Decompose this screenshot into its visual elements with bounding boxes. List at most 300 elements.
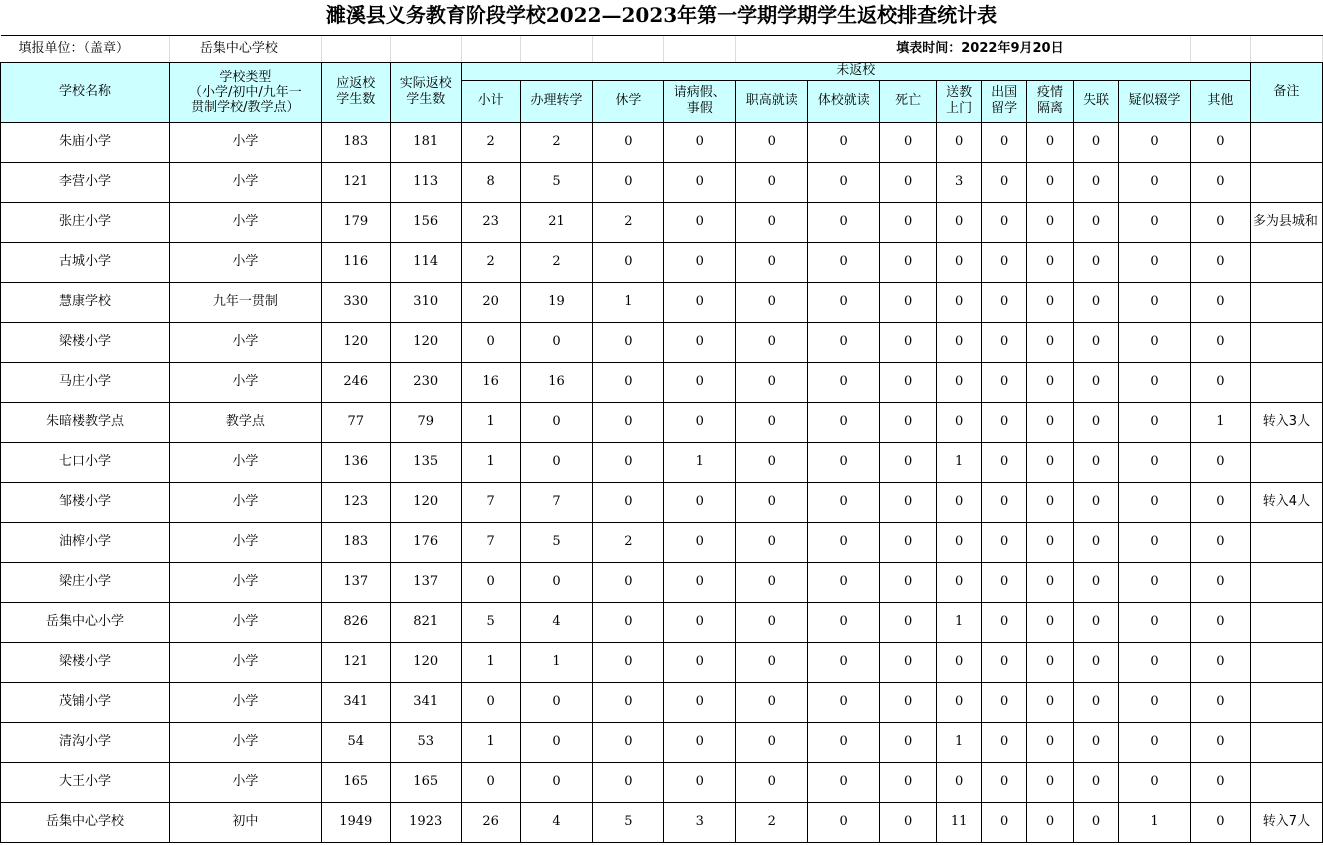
value-cell[interactable]: 0 — [1190, 482, 1250, 522]
value-cell[interactable]: 2 — [593, 202, 664, 242]
school-type-cell[interactable]: 小学 — [169, 442, 321, 482]
value-cell[interactable]: 0 — [808, 522, 880, 562]
value-cell[interactable]: 0 — [664, 682, 736, 722]
value-cell[interactable]: 0 — [1027, 602, 1074, 642]
value-cell[interactable]: 0 — [1190, 442, 1250, 482]
value-cell[interactable]: 0 — [736, 642, 808, 682]
value-cell[interactable]: 0 — [1074, 762, 1119, 802]
value-cell[interactable]: 0 — [808, 802, 880, 842]
value-cell[interactable]: 0 — [808, 362, 880, 402]
value-cell[interactable]: 0 — [664, 762, 736, 802]
school-type-cell[interactable]: 小学 — [169, 562, 321, 602]
school-type-cell[interactable]: 小学 — [169, 122, 321, 162]
value-cell[interactable]: 0 — [1074, 162, 1119, 202]
value-cell[interactable]: 0 — [1119, 282, 1191, 322]
note-cell[interactable] — [1250, 642, 1322, 682]
school-name-cell[interactable]: 七口小学 — [1, 442, 170, 482]
note-cell[interactable] — [1250, 522, 1322, 562]
value-cell[interactable]: 1 — [664, 442, 736, 482]
value-cell[interactable]: 0 — [1074, 122, 1119, 162]
value-cell[interactable]: 0 — [664, 482, 736, 522]
value-cell[interactable]: 0 — [593, 722, 664, 762]
value-cell[interactable]: 0 — [1119, 642, 1191, 682]
value-cell[interactable]: 20 — [461, 282, 520, 322]
school-name-cell[interactable]: 大王小学 — [1, 762, 170, 802]
value-cell[interactable]: 0 — [937, 762, 982, 802]
value-cell[interactable]: 0 — [1074, 242, 1119, 282]
school-name-cell[interactable]: 梁楼小学 — [1, 322, 170, 362]
value-cell[interactable]: 0 — [1074, 202, 1119, 242]
value-cell[interactable]: 137 — [321, 562, 390, 602]
value-cell[interactable]: 0 — [808, 122, 880, 162]
value-cell[interactable]: 1 — [461, 642, 520, 682]
value-cell[interactable]: 0 — [1119, 522, 1191, 562]
value-cell[interactable]: 123 — [321, 482, 390, 522]
value-cell[interactable]: 0 — [1074, 442, 1119, 482]
value-cell[interactable]: 0 — [1074, 362, 1119, 402]
value-cell[interactable]: 0 — [1190, 602, 1250, 642]
value-cell[interactable]: 0 — [461, 322, 520, 362]
note-cell[interactable] — [1250, 442, 1322, 482]
school-type-cell[interactable]: 小学 — [169, 202, 321, 242]
value-cell[interactable]: 0 — [1119, 242, 1191, 282]
value-cell[interactable]: 8 — [461, 162, 520, 202]
value-cell[interactable]: 0 — [736, 442, 808, 482]
value-cell[interactable]: 0 — [1027, 162, 1074, 202]
value-cell[interactable]: 0 — [880, 362, 937, 402]
value-cell[interactable]: 1 — [1119, 802, 1191, 842]
value-cell[interactable]: 5 — [520, 522, 593, 562]
value-cell[interactable]: 113 — [390, 162, 461, 202]
note-cell[interactable] — [1250, 362, 1322, 402]
value-cell[interactable]: 0 — [1119, 442, 1191, 482]
note-cell[interactable] — [1250, 682, 1322, 722]
value-cell[interactable]: 0 — [880, 402, 937, 442]
value-cell[interactable]: 0 — [982, 402, 1027, 442]
value-cell[interactable]: 0 — [736, 202, 808, 242]
value-cell[interactable]: 0 — [982, 442, 1027, 482]
value-cell[interactable]: 0 — [1119, 762, 1191, 802]
value-cell[interactable]: 0 — [593, 682, 664, 722]
value-cell[interactable]: 156 — [390, 202, 461, 242]
value-cell[interactable]: 0 — [880, 722, 937, 762]
value-cell[interactable]: 0 — [1027, 722, 1074, 762]
value-cell[interactable]: 0 — [520, 682, 593, 722]
value-cell[interactable]: 0 — [1119, 602, 1191, 642]
value-cell[interactable]: 0 — [880, 442, 937, 482]
value-cell[interactable]: 0 — [1190, 802, 1250, 842]
value-cell[interactable]: 0 — [1074, 282, 1119, 322]
value-cell[interactable]: 0 — [664, 242, 736, 282]
value-cell[interactable]: 0 — [461, 562, 520, 602]
value-cell[interactable]: 0 — [880, 122, 937, 162]
value-cell[interactable]: 0 — [982, 242, 1027, 282]
value-cell[interactable]: 0 — [880, 482, 937, 522]
note-cell[interactable] — [1250, 722, 1322, 762]
value-cell[interactable]: 0 — [1027, 202, 1074, 242]
value-cell[interactable]: 0 — [593, 642, 664, 682]
note-cell[interactable] — [1250, 322, 1322, 362]
value-cell[interactable]: 0 — [808, 642, 880, 682]
value-cell[interactable]: 0 — [736, 602, 808, 642]
school-type-cell[interactable]: 小学 — [169, 522, 321, 562]
value-cell[interactable]: 121 — [321, 642, 390, 682]
school-type-cell[interactable]: 小学 — [169, 242, 321, 282]
value-cell[interactable]: 0 — [593, 122, 664, 162]
value-cell[interactable]: 0 — [736, 562, 808, 602]
school-name-cell[interactable]: 张庄小学 — [1, 202, 170, 242]
school-type-cell[interactable]: 小学 — [169, 682, 321, 722]
value-cell[interactable]: 0 — [593, 402, 664, 442]
value-cell[interactable]: 0 — [937, 402, 982, 442]
value-cell[interactable]: 0 — [520, 722, 593, 762]
value-cell[interactable]: 0 — [1027, 362, 1074, 402]
value-cell[interactable]: 120 — [390, 322, 461, 362]
value-cell[interactable]: 0 — [736, 682, 808, 722]
value-cell[interactable]: 120 — [321, 322, 390, 362]
value-cell[interactable]: 1 — [461, 442, 520, 482]
value-cell[interactable]: 0 — [664, 642, 736, 682]
value-cell[interactable]: 0 — [664, 562, 736, 602]
value-cell[interactable]: 1 — [593, 282, 664, 322]
value-cell[interactable]: 0 — [736, 282, 808, 322]
value-cell[interactable]: 1 — [1190, 402, 1250, 442]
school-type-cell[interactable]: 小学 — [169, 762, 321, 802]
value-cell[interactable]: 330 — [321, 282, 390, 322]
value-cell[interactable]: 0 — [937, 322, 982, 362]
value-cell[interactable]: 7 — [520, 482, 593, 522]
value-cell[interactable]: 0 — [736, 322, 808, 362]
value-cell[interactable]: 1 — [520, 642, 593, 682]
school-name-cell[interactable]: 岳集中心学校 — [1, 802, 170, 842]
value-cell[interactable]: 0 — [664, 362, 736, 402]
school-type-cell[interactable]: 九年一贯制 — [169, 282, 321, 322]
value-cell[interactable]: 0 — [808, 282, 880, 322]
value-cell[interactable]: 0 — [880, 202, 937, 242]
value-cell[interactable]: 0 — [664, 282, 736, 322]
school-name-cell[interactable]: 油榨小学 — [1, 522, 170, 562]
value-cell[interactable]: 165 — [321, 762, 390, 802]
value-cell[interactable]: 0 — [461, 762, 520, 802]
value-cell[interactable]: 0 — [982, 322, 1027, 362]
value-cell[interactable]: 5 — [593, 802, 664, 842]
value-cell[interactable]: 0 — [1190, 682, 1250, 722]
value-cell[interactable]: 114 — [390, 242, 461, 282]
value-cell[interactable]: 0 — [664, 722, 736, 762]
value-cell[interactable]: 0 — [808, 402, 880, 442]
value-cell[interactable]: 0 — [982, 802, 1027, 842]
value-cell[interactable]: 0 — [1027, 682, 1074, 722]
school-name-cell[interactable]: 李营小学 — [1, 162, 170, 202]
note-cell[interactable] — [1250, 242, 1322, 282]
value-cell[interactable]: 0 — [736, 162, 808, 202]
value-cell[interactable]: 0 — [520, 762, 593, 802]
note-cell[interactable] — [1250, 282, 1322, 322]
value-cell[interactable]: 0 — [982, 362, 1027, 402]
value-cell[interactable]: 16 — [520, 362, 593, 402]
value-cell[interactable]: 54 — [321, 722, 390, 762]
value-cell[interactable]: 0 — [736, 242, 808, 282]
value-cell[interactable]: 246 — [321, 362, 390, 402]
value-cell[interactable]: 0 — [736, 762, 808, 802]
value-cell[interactable]: 0 — [736, 362, 808, 402]
value-cell[interactable]: 0 — [520, 442, 593, 482]
value-cell[interactable]: 0 — [736, 482, 808, 522]
school-type-cell[interactable]: 初中 — [169, 802, 321, 842]
value-cell[interactable]: 0 — [1074, 682, 1119, 722]
value-cell[interactable]: 0 — [808, 442, 880, 482]
value-cell[interactable]: 0 — [937, 482, 982, 522]
value-cell[interactable]: 0 — [1074, 602, 1119, 642]
value-cell[interactable]: 0 — [1027, 282, 1074, 322]
value-cell[interactable]: 0 — [1027, 442, 1074, 482]
value-cell[interactable]: 230 — [390, 362, 461, 402]
value-cell[interactable]: 0 — [593, 762, 664, 802]
value-cell[interactable]: 821 — [390, 602, 461, 642]
note-cell[interactable]: 转入3人 — [1250, 402, 1322, 442]
value-cell[interactable]: 5 — [461, 602, 520, 642]
value-cell[interactable]: 0 — [880, 562, 937, 602]
value-cell[interactable]: 0 — [1027, 522, 1074, 562]
value-cell[interactable]: 0 — [808, 202, 880, 242]
value-cell[interactable]: 1 — [937, 722, 982, 762]
value-cell[interactable]: 0 — [808, 602, 880, 642]
value-cell[interactable]: 0 — [982, 162, 1027, 202]
value-cell[interactable]: 0 — [1074, 482, 1119, 522]
value-cell[interactable]: 0 — [664, 602, 736, 642]
value-cell[interactable]: 0 — [1119, 722, 1191, 762]
school-type-cell[interactable]: 小学 — [169, 482, 321, 522]
value-cell[interactable]: 0 — [1027, 242, 1074, 282]
value-cell[interactable]: 2 — [461, 122, 520, 162]
school-type-cell[interactable]: 小学 — [169, 602, 321, 642]
value-cell[interactable]: 0 — [1190, 762, 1250, 802]
value-cell[interactable]: 0 — [880, 762, 937, 802]
note-cell[interactable]: 转入7人 — [1250, 802, 1322, 842]
value-cell[interactable]: 0 — [808, 162, 880, 202]
value-cell[interactable]: 2 — [520, 242, 593, 282]
value-cell[interactable]: 0 — [664, 162, 736, 202]
value-cell[interactable]: 0 — [593, 162, 664, 202]
value-cell[interactable]: 165 — [390, 762, 461, 802]
value-cell[interactable]: 0 — [982, 482, 1027, 522]
value-cell[interactable]: 0 — [1027, 482, 1074, 522]
value-cell[interactable]: 0 — [736, 402, 808, 442]
school-name-cell[interactable]: 岳集中心小学 — [1, 602, 170, 642]
value-cell[interactable]: 0 — [1190, 322, 1250, 362]
value-cell[interactable]: 1 — [461, 722, 520, 762]
value-cell[interactable]: 0 — [982, 522, 1027, 562]
value-cell[interactable]: 0 — [937, 522, 982, 562]
value-cell[interactable]: 19 — [520, 282, 593, 322]
value-cell[interactable]: 0 — [1190, 282, 1250, 322]
value-cell[interactable]: 0 — [982, 562, 1027, 602]
value-cell[interactable]: 0 — [880, 682, 937, 722]
value-cell[interactable]: 2 — [520, 122, 593, 162]
value-cell[interactable]: 11 — [937, 802, 982, 842]
value-cell[interactable]: 0 — [937, 282, 982, 322]
value-cell[interactable]: 7 — [461, 522, 520, 562]
value-cell[interactable]: 0 — [593, 442, 664, 482]
value-cell[interactable]: 0 — [982, 762, 1027, 802]
value-cell[interactable]: 0 — [593, 322, 664, 362]
value-cell[interactable]: 0 — [593, 562, 664, 602]
value-cell[interactable]: 120 — [390, 482, 461, 522]
value-cell[interactable]: 0 — [1027, 562, 1074, 602]
value-cell[interactable]: 0 — [736, 522, 808, 562]
value-cell[interactable]: 0 — [808, 322, 880, 362]
value-cell[interactable]: 16 — [461, 362, 520, 402]
value-cell[interactable]: 0 — [1190, 642, 1250, 682]
note-cell[interactable] — [1250, 602, 1322, 642]
value-cell[interactable]: 0 — [664, 122, 736, 162]
value-cell[interactable]: 0 — [593, 362, 664, 402]
value-cell[interactable]: 0 — [1190, 522, 1250, 562]
value-cell[interactable]: 0 — [664, 522, 736, 562]
school-type-cell[interactable]: 小学 — [169, 722, 321, 762]
value-cell[interactable]: 0 — [1074, 322, 1119, 362]
value-cell[interactable]: 0 — [982, 722, 1027, 762]
school-name-cell[interactable]: 古城小学 — [1, 242, 170, 282]
value-cell[interactable]: 0 — [982, 682, 1027, 722]
value-cell[interactable]: 176 — [390, 522, 461, 562]
value-cell[interactable]: 0 — [1074, 562, 1119, 602]
school-name-cell[interactable]: 慧康学校 — [1, 282, 170, 322]
value-cell[interactable]: 0 — [1027, 642, 1074, 682]
value-cell[interactable]: 1 — [937, 442, 982, 482]
value-cell[interactable]: 0 — [880, 602, 937, 642]
value-cell[interactable]: 0 — [664, 402, 736, 442]
value-cell[interactable]: 0 — [1074, 402, 1119, 442]
value-cell[interactable]: 0 — [664, 322, 736, 362]
school-type-cell[interactable]: 小学 — [169, 642, 321, 682]
value-cell[interactable]: 0 — [880, 242, 937, 282]
value-cell[interactable]: 0 — [808, 722, 880, 762]
value-cell[interactable]: 0 — [880, 162, 937, 202]
value-cell[interactable]: 183 — [321, 522, 390, 562]
school-name-cell[interactable]: 茂铺小学 — [1, 682, 170, 722]
value-cell[interactable]: 0 — [880, 282, 937, 322]
value-cell[interactable]: 0 — [982, 642, 1027, 682]
value-cell[interactable]: 21 — [520, 202, 593, 242]
school-name-cell[interactable]: 邹楼小学 — [1, 482, 170, 522]
value-cell[interactable]: 2 — [593, 522, 664, 562]
school-name-cell[interactable]: 清沟小学 — [1, 722, 170, 762]
value-cell[interactable]: 0 — [937, 242, 982, 282]
value-cell[interactable]: 183 — [321, 122, 390, 162]
value-cell[interactable]: 0 — [1074, 802, 1119, 842]
value-cell[interactable]: 2 — [461, 242, 520, 282]
value-cell[interactable]: 137 — [390, 562, 461, 602]
value-cell[interactable]: 0 — [982, 282, 1027, 322]
value-cell[interactable]: 0 — [1119, 402, 1191, 442]
value-cell[interactable]: 0 — [880, 322, 937, 362]
value-cell[interactable]: 0 — [880, 522, 937, 562]
value-cell[interactable]: 0 — [808, 762, 880, 802]
value-cell[interactable]: 0 — [1190, 122, 1250, 162]
value-cell[interactable]: 136 — [321, 442, 390, 482]
value-cell[interactable]: 0 — [1074, 522, 1119, 562]
value-cell[interactable]: 0 — [982, 602, 1027, 642]
value-cell[interactable]: 77 — [321, 402, 390, 442]
school-type-cell[interactable]: 小学 — [169, 162, 321, 202]
value-cell[interactable]: 0 — [520, 562, 593, 602]
value-cell[interactable]: 23 — [461, 202, 520, 242]
school-type-cell[interactable]: 小学 — [169, 322, 321, 362]
value-cell[interactable]: 0 — [1190, 242, 1250, 282]
value-cell[interactable]: 0 — [937, 202, 982, 242]
value-cell[interactable]: 0 — [1027, 322, 1074, 362]
value-cell[interactable]: 5 — [520, 162, 593, 202]
value-cell[interactable]: 0 — [1119, 162, 1191, 202]
value-cell[interactable]: 0 — [1119, 482, 1191, 522]
school-type-cell[interactable]: 教学点 — [169, 402, 321, 442]
value-cell[interactable]: 0 — [1074, 642, 1119, 682]
school-name-cell[interactable]: 朱暗楼教学点 — [1, 402, 170, 442]
value-cell[interactable]: 0 — [1190, 162, 1250, 202]
value-cell[interactable]: 3 — [664, 802, 736, 842]
value-cell[interactable]: 0 — [808, 682, 880, 722]
school-name-cell[interactable]: 梁庄小学 — [1, 562, 170, 602]
value-cell[interactable]: 121 — [321, 162, 390, 202]
value-cell[interactable]: 0 — [520, 402, 593, 442]
value-cell[interactable]: 181 — [390, 122, 461, 162]
value-cell[interactable]: 0 — [1190, 362, 1250, 402]
value-cell[interactable]: 0 — [982, 122, 1027, 162]
value-cell[interactable]: 826 — [321, 602, 390, 642]
note-cell[interactable] — [1250, 122, 1322, 162]
value-cell[interactable]: 0 — [1119, 562, 1191, 602]
value-cell[interactable]: 26 — [461, 802, 520, 842]
value-cell[interactable]: 0 — [1074, 722, 1119, 762]
note-cell[interactable]: 多为县城和 — [1250, 202, 1322, 242]
value-cell[interactable]: 0 — [808, 242, 880, 282]
value-cell[interactable]: 53 — [390, 722, 461, 762]
value-cell[interactable]: 310 — [390, 282, 461, 322]
value-cell[interactable]: 0 — [1119, 202, 1191, 242]
value-cell[interactable]: 0 — [1119, 682, 1191, 722]
value-cell[interactable]: 0 — [1027, 402, 1074, 442]
value-cell[interactable]: 120 — [390, 642, 461, 682]
value-cell[interactable]: 0 — [1190, 202, 1250, 242]
school-name-cell[interactable]: 马庄小学 — [1, 362, 170, 402]
value-cell[interactable]: 3 — [937, 162, 982, 202]
value-cell[interactable]: 0 — [664, 202, 736, 242]
value-cell[interactable]: 0 — [937, 122, 982, 162]
value-cell[interactable]: 1949 — [321, 802, 390, 842]
value-cell[interactable]: 4 — [520, 602, 593, 642]
note-cell[interactable] — [1250, 562, 1322, 602]
value-cell[interactable]: 0 — [593, 242, 664, 282]
value-cell[interactable]: 0 — [1027, 802, 1074, 842]
value-cell[interactable]: 0 — [808, 482, 880, 522]
value-cell[interactable]: 0 — [1119, 322, 1191, 362]
value-cell[interactable]: 79 — [390, 402, 461, 442]
value-cell[interactable]: 0 — [1027, 762, 1074, 802]
value-cell[interactable]: 0 — [937, 682, 982, 722]
value-cell[interactable]: 0 — [1190, 562, 1250, 602]
note-cell[interactable] — [1250, 162, 1322, 202]
value-cell[interactable]: 1 — [461, 402, 520, 442]
value-cell[interactable]: 0 — [808, 562, 880, 602]
value-cell[interactable]: 1923 — [390, 802, 461, 842]
note-cell[interactable]: 转入4人 — [1250, 482, 1322, 522]
value-cell[interactable]: 0 — [1119, 122, 1191, 162]
value-cell[interactable]: 341 — [321, 682, 390, 722]
value-cell[interactable]: 0 — [593, 482, 664, 522]
value-cell[interactable]: 0 — [1119, 362, 1191, 402]
school-type-cell[interactable]: 小学 — [169, 362, 321, 402]
